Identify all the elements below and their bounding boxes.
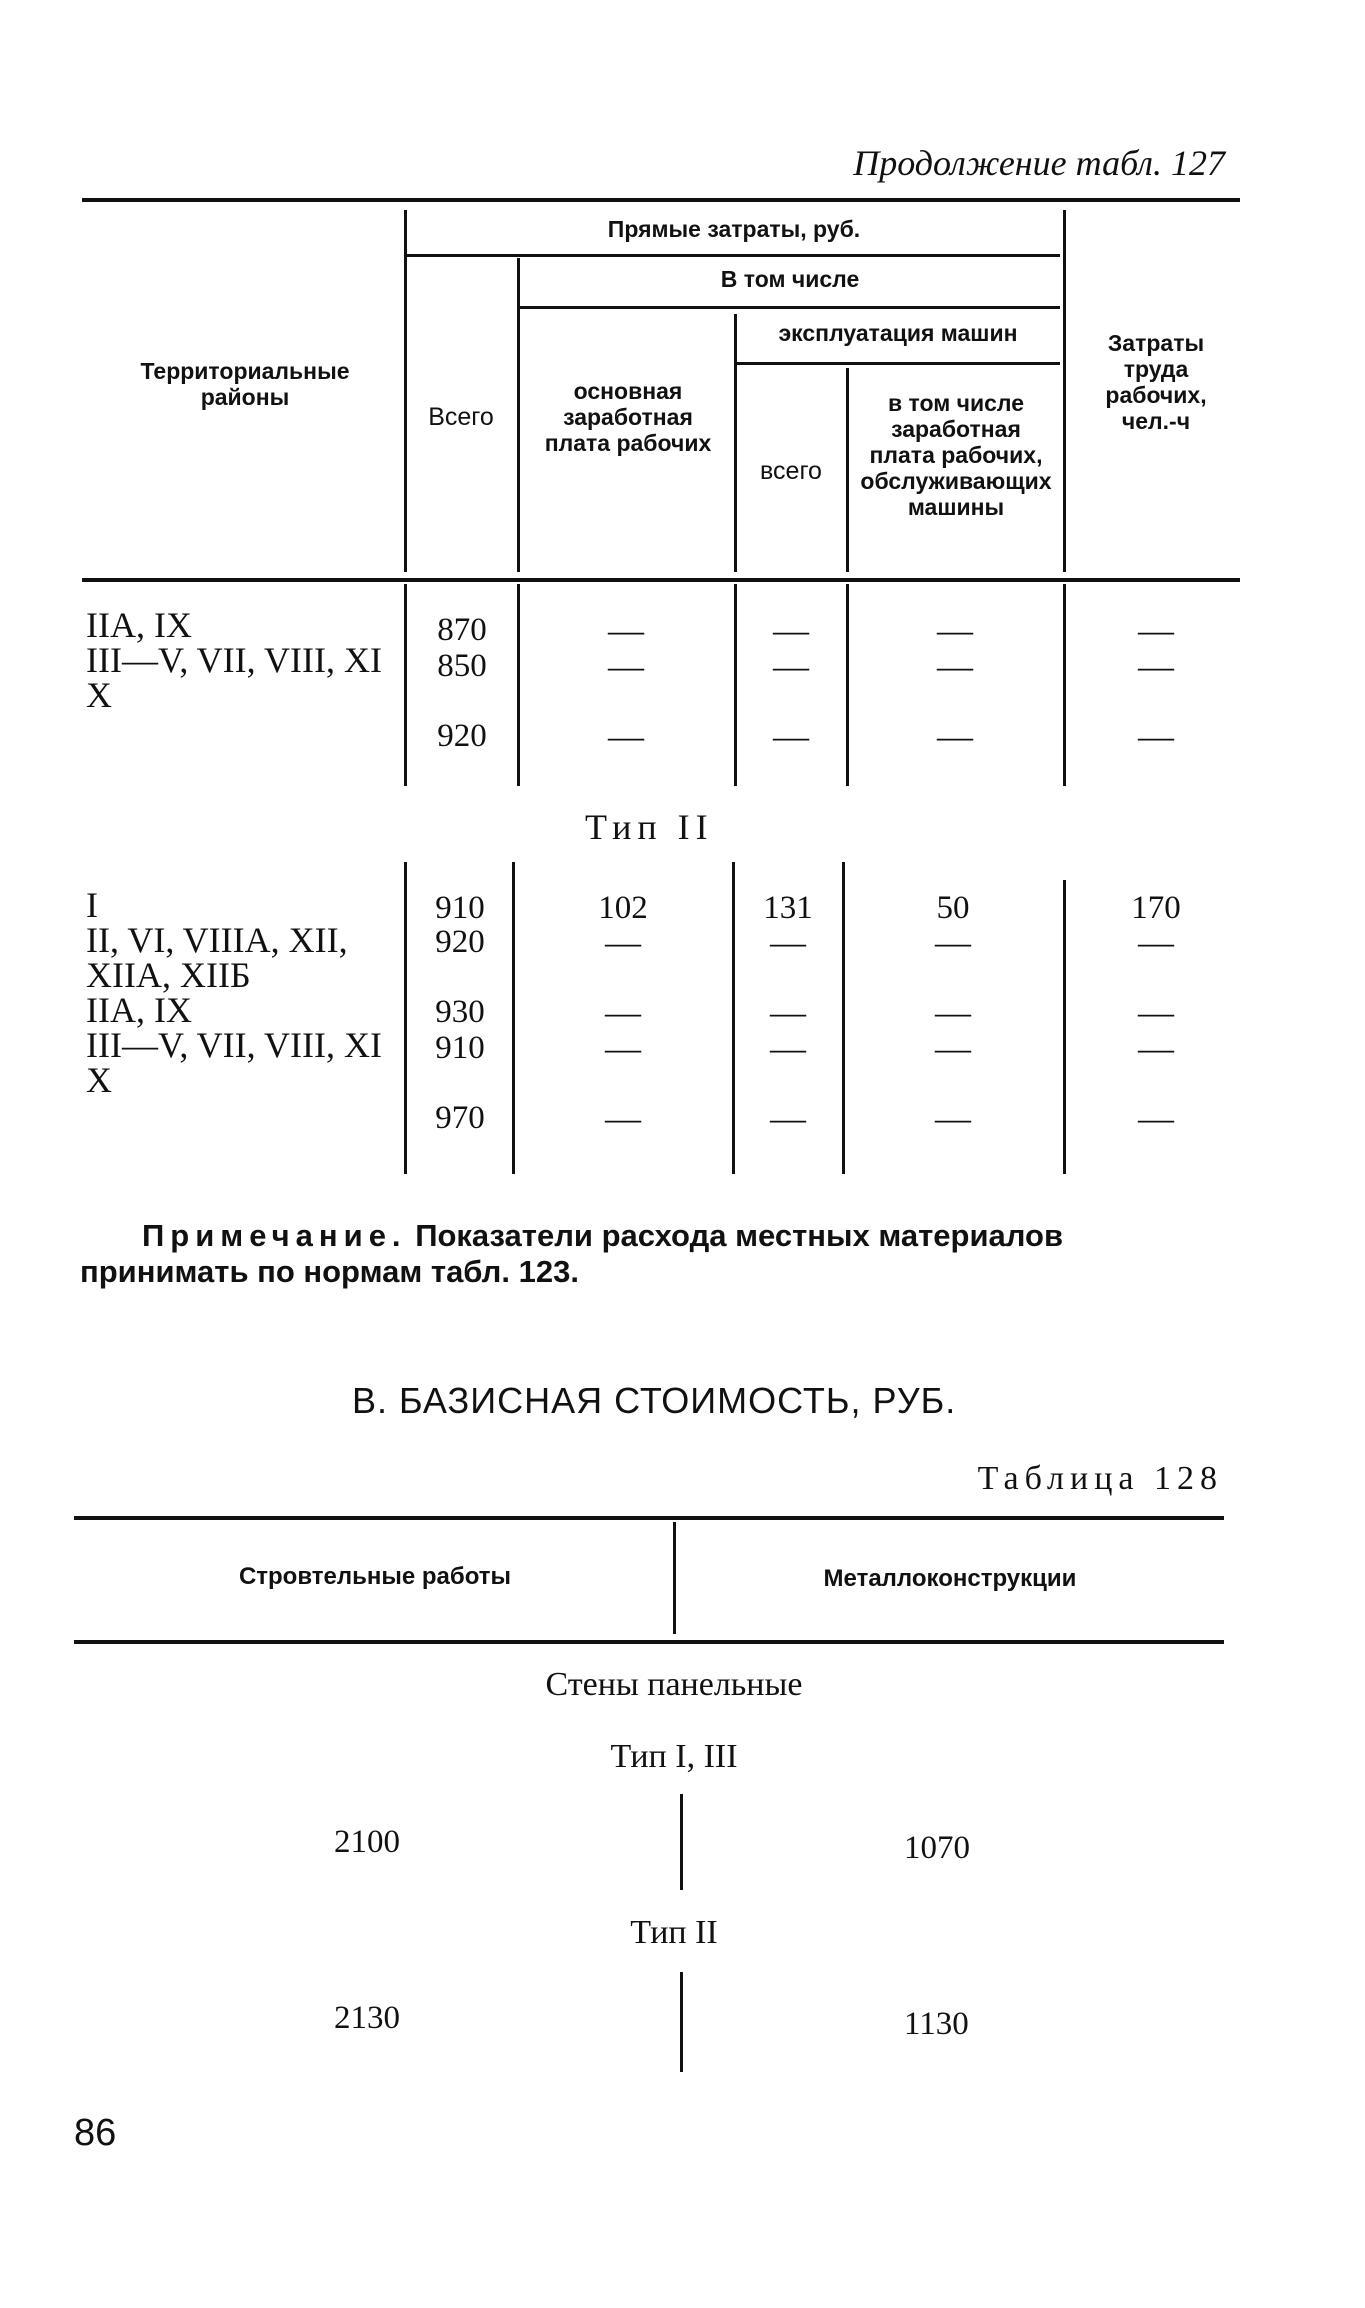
cell-machine-total: — — [770, 922, 806, 962]
cell-base-wage: — — [608, 646, 644, 686]
cell-base-wage: — — [608, 716, 644, 756]
cell-machine-wage: — — [935, 1098, 971, 1138]
header-machine-wage: в том числе заработная плата рабочих, обслуживающих машины — [860, 390, 1052, 520]
cell-base-wage: — — [605, 922, 641, 962]
header-vline-1 — [404, 210, 407, 572]
group-title: Стены панельные — [545, 1666, 803, 1703]
cell-base-wage: — — [605, 1028, 641, 1068]
cell-machine-total: — — [770, 992, 806, 1032]
type-ii-heading: Тип II — [585, 807, 714, 847]
cell-machine-total: — — [773, 610, 809, 650]
cell-machine-total: 131 — [763, 890, 813, 926]
cell-total: 910 — [435, 890, 485, 926]
table-128-top-rule — [74, 1516, 1224, 1520]
header-labor: Затраты труда рабочих, чел.-ч — [1105, 330, 1207, 434]
cell-labor: — — [1138, 646, 1174, 686]
cell-machine-total: — — [773, 716, 809, 756]
cell-machine-wage: — — [935, 1028, 971, 1068]
cell-construction-type-i-iii: 2100 — [334, 1824, 400, 1860]
header-vline-5 — [1063, 210, 1066, 572]
cell-total: 930 — [435, 994, 485, 1030]
cell-labor: — — [1138, 610, 1174, 650]
cell-labor: 170 — [1131, 890, 1181, 926]
header-vline-4 — [846, 368, 849, 572]
cell-total: 970 — [435, 1100, 485, 1136]
type-i-iii-vline — [680, 1794, 683, 1890]
page-number: 86 — [74, 2112, 117, 2154]
note-label: Примечание. — [142, 1218, 407, 1253]
block1-districts — [86, 605, 396, 715]
cell-base-wage: — — [608, 610, 644, 650]
note-paragraph — [80, 1218, 1240, 1290]
cell-machine-total: — — [770, 1028, 806, 1068]
block1-vline-1 — [404, 584, 407, 786]
table-row-district: X — [86, 675, 112, 715]
cell-machine-total: — — [770, 1098, 806, 1138]
header-vline-3 — [734, 314, 737, 572]
table-row-district: II, VI, VIIIA, XII, XIIA, XIIБ — [86, 920, 348, 995]
header-direct-costs: Прямые затраты, руб. — [607, 216, 861, 242]
table-row-district: IIA, IX — [86, 605, 192, 645]
header-construction: Стровтельные работы — [238, 1563, 512, 1590]
cell-total: 850 — [437, 648, 487, 684]
header-rule-direct-costs — [405, 254, 1060, 257]
table-128-header-vline — [673, 1522, 676, 1634]
table-row-district: X — [86, 1060, 112, 1100]
header-machine-operation: эксплуатация машин — [778, 320, 1018, 346]
cell-base-wage: — — [605, 992, 641, 1032]
table-127-top-rule — [82, 198, 1240, 202]
header-metal: Металлоконструкции — [823, 1565, 1077, 1592]
cell-machine-wage: — — [937, 646, 973, 686]
table-row-district: IIA, IX — [86, 990, 192, 1030]
type-ii-label: Тип II — [630, 1914, 718, 1951]
cell-metal-type-ii: 1130 — [904, 2006, 969, 2042]
block2-vline-1 — [404, 862, 407, 1174]
table-127-header-bottom-rule — [82, 578, 1240, 582]
cell-base-wage: — — [605, 1098, 641, 1138]
cell-total: 870 — [437, 612, 487, 648]
cell-machine-wage: — — [935, 992, 971, 1032]
cell-labor: — — [1138, 716, 1174, 756]
cell-labor: — — [1138, 992, 1174, 1032]
table-128-header-bottom-rule — [74, 1640, 1224, 1644]
continuation-caption: Продолжение табл. 127 — [853, 143, 1225, 183]
cell-total: 920 — [437, 718, 487, 754]
cell-base-wage: 102 — [598, 890, 648, 926]
header-total: Всего — [428, 403, 494, 431]
table-row-district: III—V, VII, VIII, XI — [86, 1025, 382, 1065]
table-row-district: III—V, VII, VIII, XI — [86, 640, 382, 680]
cell-machine-total: — — [773, 646, 809, 686]
block2-districts — [86, 885, 396, 1100]
header-vline-2 — [517, 258, 520, 572]
table-row-district: I — [86, 885, 98, 925]
cell-machine-wage: — — [935, 922, 971, 962]
note-text: Показатели расхода местных материалов принимать по нормам табл. 123. — [80, 1218, 1064, 1289]
cell-labor: — — [1138, 1028, 1174, 1068]
header-rule-machines — [735, 362, 1060, 365]
cell-labor: — — [1138, 922, 1174, 962]
cell-machine-wage: — — [937, 610, 973, 650]
header-base-wage: основная заработная плата рабочих — [544, 378, 712, 456]
cell-metal-type-i-iii: 1070 — [904, 1830, 970, 1866]
header-including: В том числе — [720, 266, 860, 292]
cell-total: 910 — [435, 1030, 485, 1066]
section-title: В. БАЗИСНАЯ СТОИМОСТЬ, РУБ. — [352, 1380, 957, 1421]
header-machine-total: всего — [760, 457, 822, 485]
cell-machine-wage: 50 — [936, 890, 970, 926]
cell-total: 920 — [435, 924, 485, 960]
type-ii-vline — [680, 1972, 683, 2072]
block2-vline-2 — [512, 862, 515, 1174]
cell-machine-wage: — — [937, 716, 973, 756]
header-district: Территориальные районы — [140, 358, 350, 410]
cell-labor: — — [1138, 1098, 1174, 1138]
cell-construction-type-ii: 2130 — [334, 2000, 400, 2036]
type-i-iii-label: Тип I, III — [610, 1738, 738, 1775]
header-rule-including — [520, 306, 1060, 309]
table-128-caption: Таблица 128 — [977, 1460, 1223, 1497]
